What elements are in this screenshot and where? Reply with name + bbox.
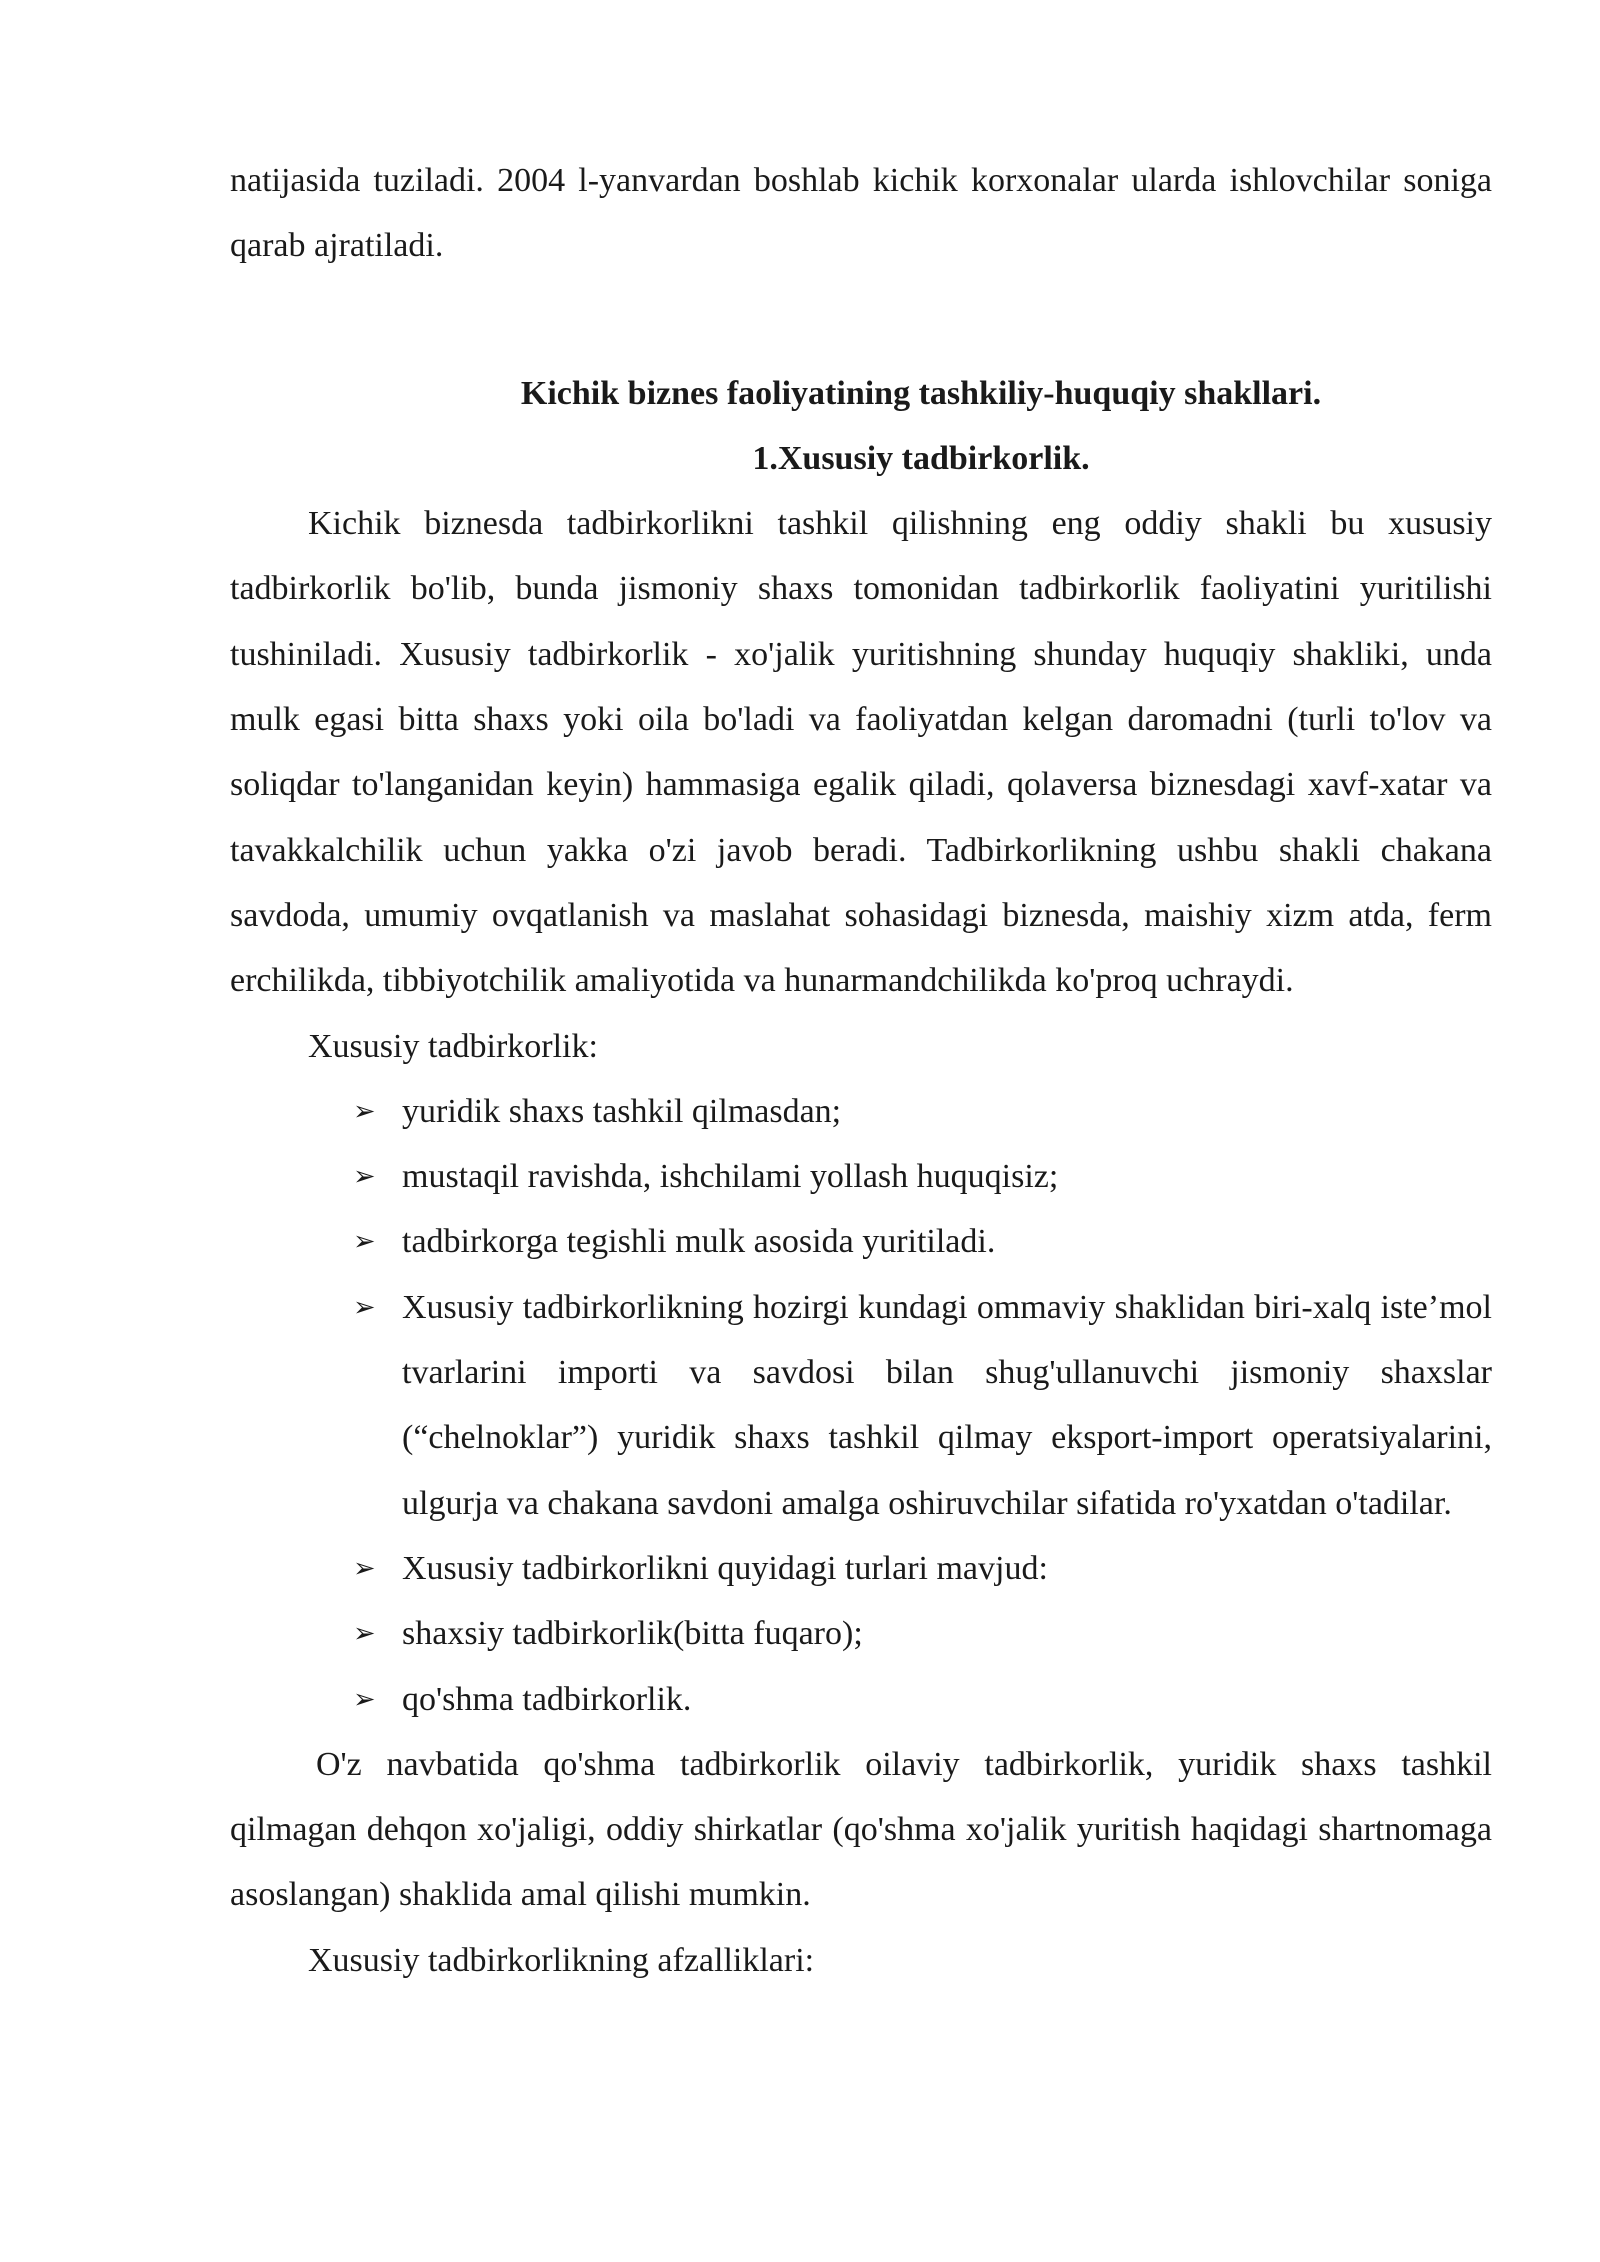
paragraph-definition: Kichik biznesda tadbirkorlikni tashkil qilishning eng oddiy shakli bu xususiy tadbirkorlik bo'lib, bunda jismoniy shaxs tomonidan tadbirkorlik faoliyatini yuritilishi tushiniladi. Xususiy tadbirkorlik - xo'jalik yuritishning shunday huquqiy shakliki, unda mulk egasi bitta shaxs yoki oila bo'ladi va faoliyatdan kelgan daromadni (turli to'lov va soliqdar to'langanidan keyin) hammasiga egalik qiladi, qolaversa biznesdagi xavf-xatar va tavakkalchilik uchun yakka o'zi javob beradi. Tadbirkorlikning ushbu shakli chakana savdoda, umumiy ovqatlanish va maslahat sohasidagi biznesda, maishiy xizm atda, ferm erchilikda, tibbiyotchilik amaliyotida va hunarmandchilikda ko'proq uchraydi. [230,505,1492,1000]
arrow-bullet-icon: ➢ [353,1226,376,1258]
subsection-heading: 1.Xususiy tadbirkorlik. [752,439,1090,477]
arrow-bullet-icon: ➢ [353,1683,376,1715]
arrow-bullet-icon: ➢ [353,1161,376,1193]
bullet-list [230,1079,1492,1732]
list-item: ➢ qo'shma tadbirkorlik. [402,1667,1492,1732]
spacer [230,279,1492,361]
paragraph-joint: O'z navbatida qo'shma tadbirkorlik oilaviy tadbirkorlik, yuridik shaxs tashkil qilmagan dehqon xo'jaligi, oddiy shirkatlar (qo'shma xo'jalik yuritish haqidagi shartnomaga asoslangan) shaklida amal qilishi mumkin. [230,1745,1492,1914]
arrow-bullet-icon: ➢ [353,1618,376,1650]
list-item: ➢ Xususiy tadbirkorlikni quyidagi turlari mavjud: [402,1536,1492,1601]
section-heading: Kichik biznes faoliyatining tashkiliy-huquqiy shakllari. [520,374,1322,412]
arrow-bullet-icon: ➢ [353,1291,376,1323]
list-item: ➢ yuridik shaxs tashkil qilmasdan; [402,1079,1492,1144]
list-item: ➢ mustaqil ravishda, ishchilami yollash huquqisiz; [402,1144,1492,1209]
list-item: ➢ tadbirkorga tegishli mulk asosida yuritiladi. [402,1209,1492,1274]
document-page [230,148,1492,1993]
paragraph-list-intro: Xususiy tadbirkorlik: [308,1027,598,1065]
list-item: ➢ shaxsiy tadbirkorlik(bitta fuqaro); [402,1601,1492,1666]
list-item: ➢ Xususiy tadbirkorlikning hozirgi kundagi ommaviy shaklidan biri-xalq iste’mol tvarlarini importi va savdosi bilan shug'ullanuvchi jismoniy shaxslar (“chelnoklar”) yuridik shaxs tashkil qilmay eksport-import operatsiyalarini, ulgurja va chakana savdoni amalga oshiruvchilar sifatida ro'yxatdan o'tadilar. [402,1275,1492,1536]
arrow-bullet-icon: ➢ [353,1095,376,1127]
arrow-bullet-icon: ➢ [353,1552,376,1584]
paragraph-advantages-intro: Xususiy tadbirkorlikning afzalliklari: [308,1941,815,1979]
paragraph-continuation: natijasida tuziladi. 2004 l-yanvardan boshlab kichik korxonalar ularda ishlovchilar soniga qarab ajratiladi. [230,162,1492,265]
